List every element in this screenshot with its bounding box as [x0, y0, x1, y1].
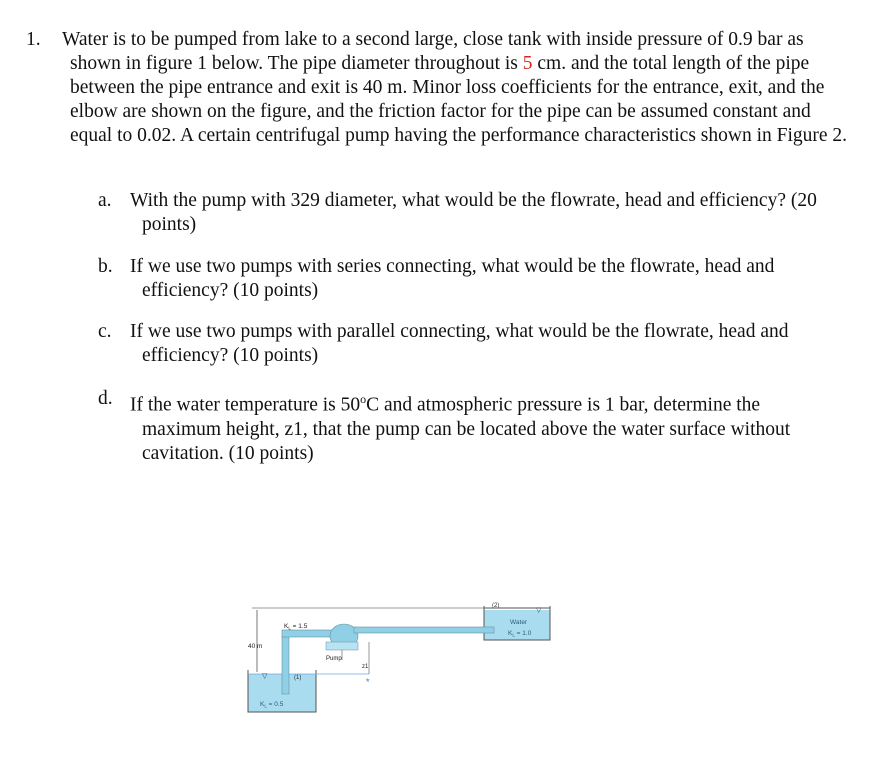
elbow-to-pump-pipe [282, 630, 334, 637]
question-text-before: Water is to be pumped from lake to a second large, close tank with inside pressure of 0.9 bar as shown in figure 1 below. The pipe diameter throughout is [62, 29, 804, 74]
free-surface-mark-lake: ▽ [262, 673, 268, 680]
z1-label: z1 [362, 664, 369, 670]
part-c [98, 320, 838, 368]
question-number: 1. [26, 29, 41, 50]
part-c-letter: c. [98, 321, 112, 342]
part-b [98, 255, 838, 303]
pump-base [326, 642, 358, 650]
part-d-text-before: If the water temperature is 50 [130, 394, 361, 416]
question-1 [26, 28, 856, 148]
part-d-text-after: C and atmospheric pressure is 1 bar, determine the maximum height, z1, that the pump can be located above the water surface without cavitation. (10 points) [142, 394, 791, 464]
pipe-diameter-value: 5 [522, 53, 533, 74]
z1-datum-mark: ★ [365, 678, 371, 684]
question-text-after: cm. and the total length of the pipe between the pipe entrance and exit is 40 m. Minor loss coefficients for the entrance, exit, and the elbow are shown on the figure, and the friction factor for the pipe can be assumed constant and equal to 0.02. A certain centrifugal pump having the performance characteristics shown in Figure 2. [70, 53, 848, 146]
part-a [98, 189, 838, 237]
part-d-text [110, 387, 838, 466]
point-2-label: (2) [492, 603, 500, 609]
question-body [34, 28, 856, 148]
degree-symbol: o [360, 392, 367, 406]
discharge-pipe [354, 627, 494, 633]
pump-system-diagram [244, 598, 556, 716]
suction-pipe [282, 636, 289, 694]
free-surface-mark-upper: ▽ [536, 607, 542, 614]
part-d [98, 387, 838, 466]
part-b-text: If we use two pumps with series connecting, what would be the flowrate, head and efficiency? (10 points) [130, 256, 775, 301]
water-label: Water [510, 619, 528, 626]
exit-loss-label: $K_L = 1.0$ [508, 630, 532, 638]
part-a-letter: a. [98, 190, 112, 211]
part-d-letter: d. [98, 388, 113, 409]
height-label: 40 m [248, 643, 263, 650]
part-b-letter: b. [98, 256, 113, 277]
entrance-loss-label: $K_L = 0.5$ [260, 701, 284, 709]
part-a-text: With the pump with 329 diameter, what would be the flowrate, head and efficiency? (20 points) [130, 190, 817, 235]
figure-1-pump-system [244, 598, 556, 716]
point-1-label: (1) [294, 675, 302, 681]
pump-label: Pump [326, 656, 342, 662]
part-c-text: If we use two pumps with parallel connecting, what would be the flowrate, head and efficiency? (10 points) [130, 321, 789, 366]
elbow-loss-label: $K_L = 1.5$ [284, 623, 308, 631]
